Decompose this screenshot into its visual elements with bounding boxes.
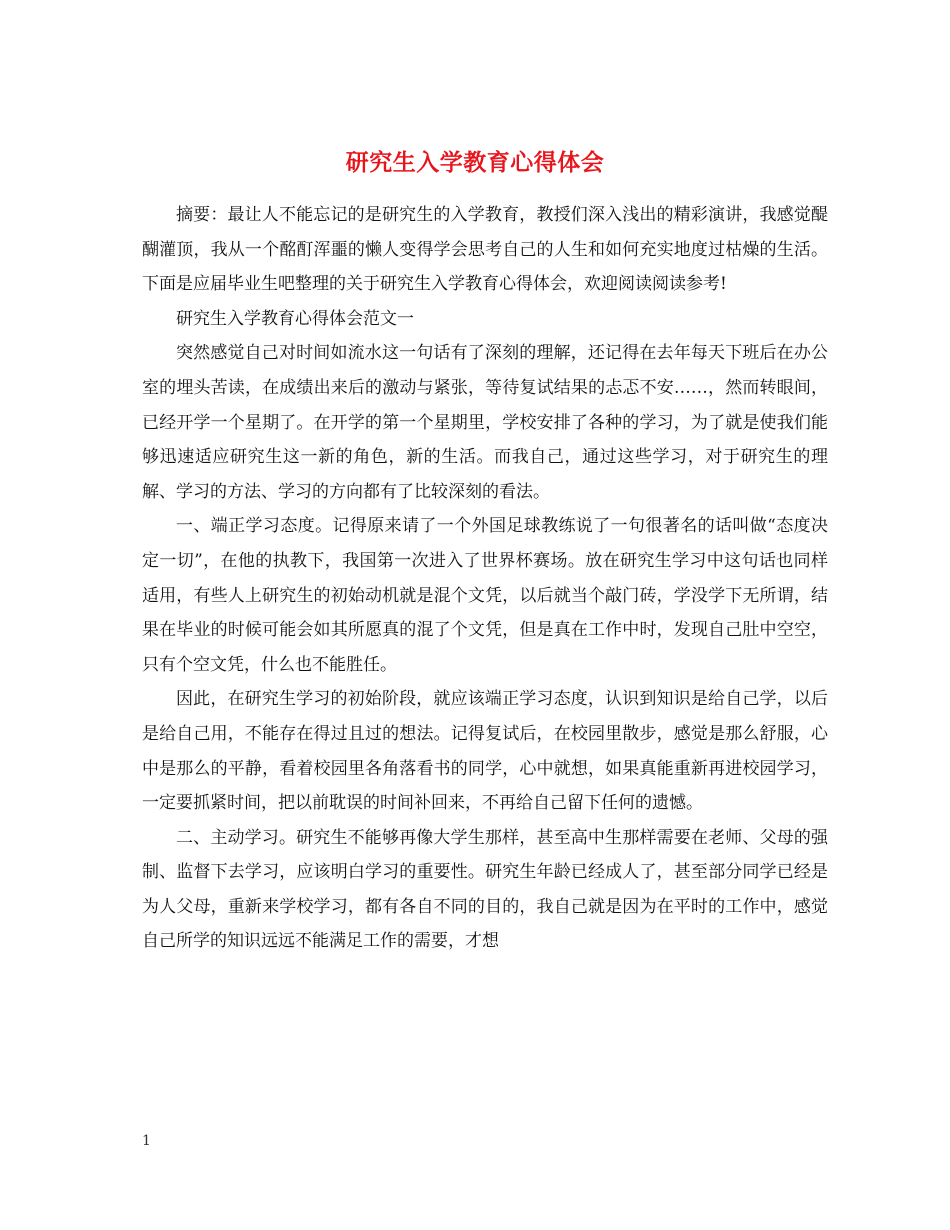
abstract-paragraph: 摘要：最让人不能忘记的是研究生的入学教育，教授们深入浅出的精彩演讲，我感觉醍醐灌顶，我从一个酩酊浑噩的懒人变得学会思考自己的人生和如何充实地度过枯燥的生活。下面是应届毕业生吧整理的关于研究生入学教育心得体会，欢迎阅读阅读参考!: [142, 205, 828, 295]
body-paragraph: 二、主动学习。研究生不能够再像大学生那样，甚至高中生那样需要在老师、父母的强制、监督下去学习，应该明白学习的重要性。研究生年龄已经成人了，甚至部分同学已经是为人父母，重新来学校学习，都有各自不同的目的，我自己就是因为在平时的工作中，感觉自己所学的知识远远不能满足工作的需要，才想: [142, 827, 828, 952]
section-heading: 研究生入学教育心得体会范文一: [176, 308, 414, 329]
document-title: 研究生入学教育心得体会: [345, 149, 605, 177]
body-paragraph: 突然感觉自己对时间如流水这一句话有了深刻的理解，还记得在去年每天下班后在办公室的埋头苦读，在成绩出来后的激动与紧张，等待复试结果的忐忑不安……，然而转眼间，已经开学一个星期了。在开学的第一个星期里，学校安排了各种的学习，为了就是使我们能够迅速适应研究生这一新的角色，新的生活。而我自己，通过这些学习，对于研究生的理解、学习的方法、学习的方向都有了比较深刻的看法。: [142, 343, 828, 502]
document-body: [142, 198, 828, 959]
body-paragraph: 一、端正学习态度。记得原来请了一个外国足球教练说了一句很著名的话叫做“态度决定一切”，在他的执教下，我国第一次进入了世界杯赛场。放在研究生学习中这句话也同样适用，有些人上研究生的初始动机就是混个文凭，以后就当个敲门砖，学没学下无所谓，结果在毕业的时候可能会如其所愿真的混了个文凭，但是真在工作中时，发现自己肚中空空，只有个空文凭，什么也不能胜任。: [142, 516, 828, 675]
body-paragraph: 因此，在研究生学习的初始阶段，就应该端正学习态度，认识到知识是给自己学，以后是给自己用，不能存在得过且过的想法。记得复试后，在校园里散步，感觉是那么舒服，心中是那么的平静，看着校园里各角落看书的同学，心中就想，如果真能重新再进校园学习，一定要抓紧时间，把以前耽误的时间补回来，不再给自己留下任何的遗憾。: [142, 689, 828, 814]
page-number: 1: [142, 1133, 151, 1149]
